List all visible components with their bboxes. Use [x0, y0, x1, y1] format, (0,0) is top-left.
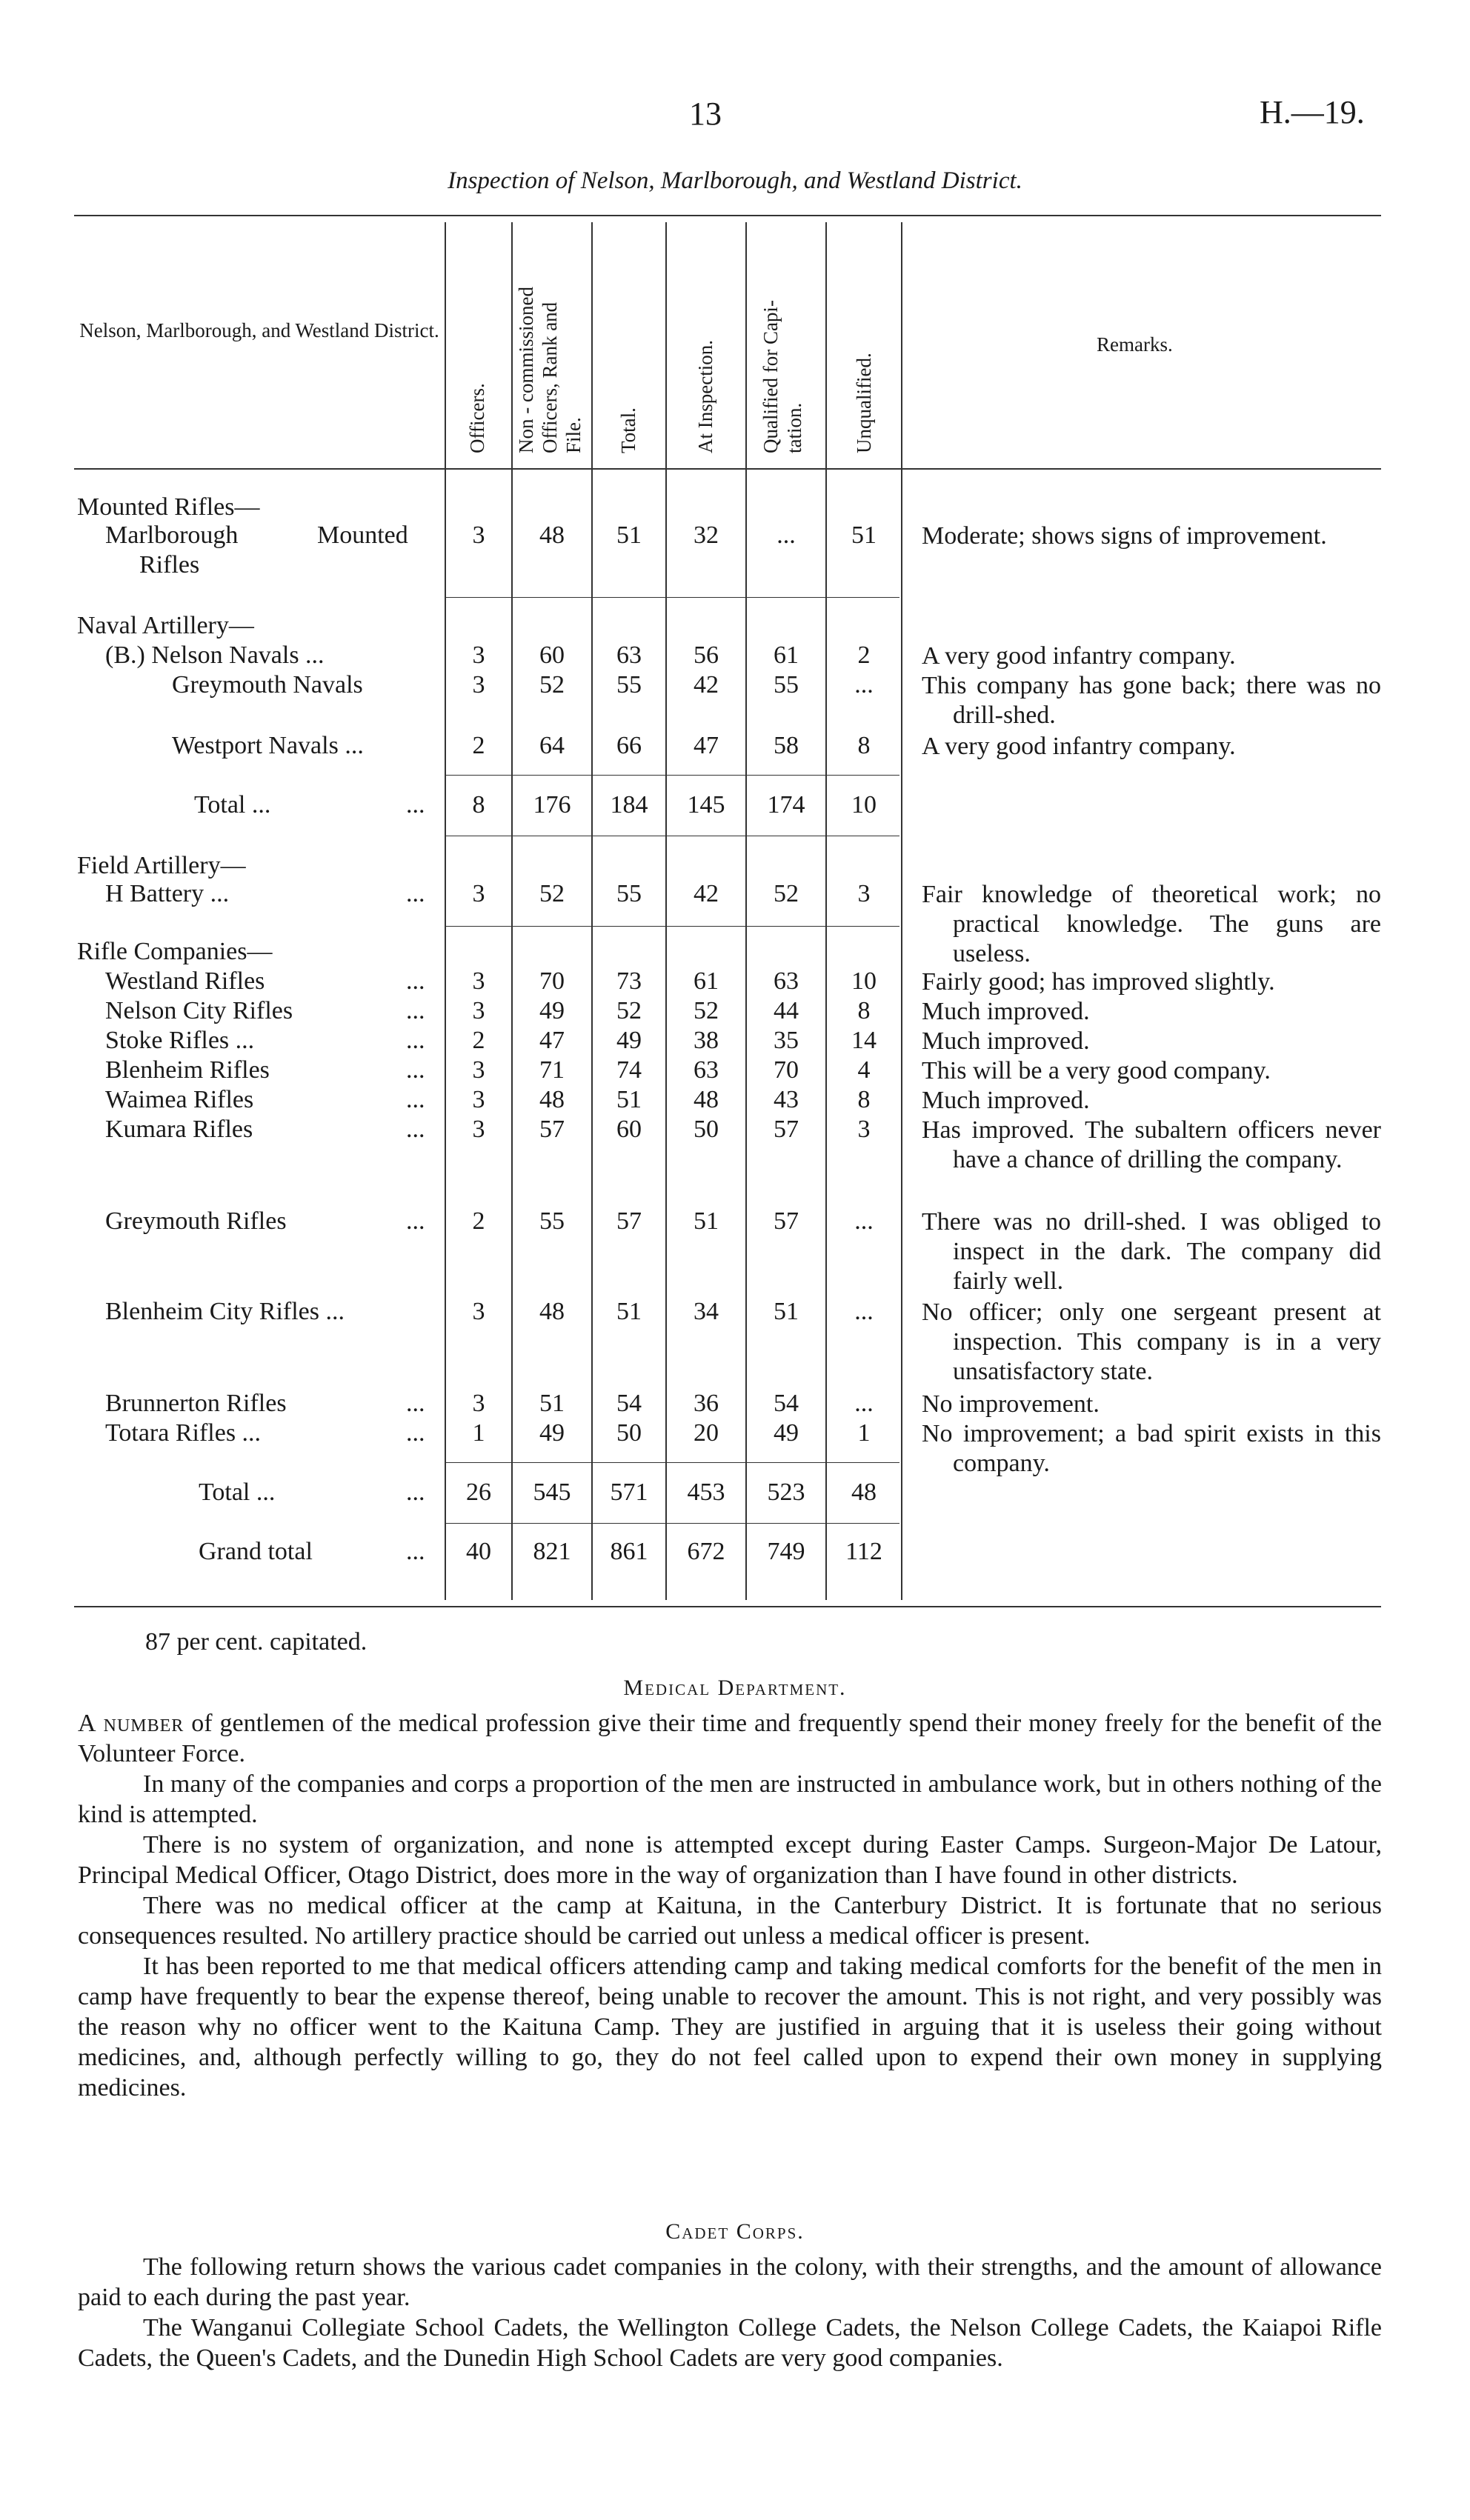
- unqualified-value: ...: [854, 1390, 874, 1417]
- total-value: 52: [616, 997, 642, 1024]
- qualified-value: 523: [767, 1479, 805, 1506]
- row-label: Totara Rifles ...: [105, 1419, 262, 1447]
- unqualified-value: 112: [845, 1538, 882, 1565]
- remark-text: No officer; only one sergeant present at inspection. This company is in a very unsatisfactory state.: [922, 1299, 1381, 1385]
- inspection-value: 50: [694, 1116, 719, 1143]
- leader-dots: ...: [406, 1390, 425, 1417]
- remark: [922, 521, 1381, 551]
- row-label: Greymouth Rifles: [105, 1207, 287, 1235]
- total-value: 63: [616, 641, 642, 669]
- total-column-header: Total.: [617, 407, 639, 453]
- total-value: 74: [616, 1056, 642, 1084]
- remark: [922, 880, 1381, 969]
- inspection-value: 145: [687, 791, 725, 819]
- inspection-value: 42: [694, 671, 719, 699]
- qualified-value: 49: [774, 1419, 799, 1447]
- inspection-value: 20: [694, 1419, 719, 1447]
- unqualified-value: 51: [851, 521, 877, 549]
- column-divider: [901, 222, 902, 1600]
- row-label: Blenheim Rifles: [105, 1056, 270, 1084]
- officers-value: 3: [472, 1116, 485, 1143]
- nco-value: 49: [539, 1419, 565, 1447]
- total-value: 55: [616, 880, 642, 907]
- remark-text: Much improved.: [922, 1087, 1090, 1114]
- section-heading: Mounted Rifles—: [77, 493, 260, 521]
- nco-value: 70: [539, 967, 565, 995]
- paragraph-lead: A number: [78, 1710, 184, 1737]
- cadet-heading: Cadet Corps.: [665, 2219, 805, 2244]
- remark: [922, 1390, 1381, 1419]
- unqualified-value: 8: [857, 1086, 871, 1113]
- remark: [922, 732, 1381, 761]
- inspection-value: 453: [687, 1479, 725, 1506]
- remark-text: Moderate; shows signs of improvement.: [922, 522, 1327, 550]
- qualified-value: 52: [774, 880, 799, 907]
- inspection-value: 51: [694, 1207, 719, 1235]
- remark: [922, 997, 1381, 1027]
- remark: [922, 967, 1381, 997]
- table-bottom-rule: [74, 1606, 1381, 1607]
- row-label: Kumara Rifles: [105, 1116, 253, 1143]
- unqualified-value: 3: [857, 1116, 871, 1143]
- officers-value: 3: [472, 1390, 485, 1417]
- medical-text: [78, 1708, 1382, 2103]
- qualified-column-header: [759, 300, 806, 453]
- qualified-value: 54: [774, 1390, 799, 1417]
- nco-value: 64: [539, 732, 565, 759]
- paragraph: There was no medical officer at the camp at Kaituna, in the Canterbury District. It is fortunate that no serious consequences resulted. No artillery practice should be carried out unless a medical officer is present.: [78, 1892, 1382, 1950]
- row-rule: [446, 926, 899, 927]
- unqualified-value: 4: [857, 1056, 871, 1084]
- officers-column-header: Officers.: [466, 383, 488, 453]
- total-value: 50: [616, 1419, 642, 1447]
- row-label: Greymouth Navals: [172, 671, 363, 699]
- paragraph: There is no system of organization, and none is attempted except during Easter Camps. Surgeon-Major De Latour, Principal Medical Officer, Otago District, does more in the way of organization than I have found in other districts.: [78, 1831, 1382, 1889]
- officers-value: 1: [472, 1419, 485, 1447]
- table-caption: Inspection of Nelson, Marlborough, and Westland District.: [448, 167, 1022, 194]
- row-label: Mounted: [317, 521, 408, 549]
- inspection-value: 63: [694, 1056, 719, 1084]
- qualified-header-line: Qualified for Capi-: [759, 300, 782, 453]
- officers-value: 40: [466, 1538, 491, 1565]
- officers-value: 3: [472, 1056, 485, 1084]
- remark-text: No improvement.: [922, 1390, 1100, 1418]
- inspection-value: 52: [694, 997, 719, 1024]
- officers-value: 3: [472, 880, 485, 907]
- unqualified-value: 3: [857, 880, 871, 907]
- remark-text: Fair knowledge of theoretical work; no practical knowledge. The guns are useless.: [922, 881, 1381, 967]
- leader-dots: ...: [406, 1419, 425, 1447]
- total-value: 49: [616, 1027, 642, 1054]
- nco-value: 55: [539, 1207, 565, 1235]
- officers-value: 2: [472, 1027, 485, 1054]
- remark: [922, 671, 1381, 730]
- remark-text: Much improved.: [922, 998, 1090, 1025]
- inspection-value: 672: [687, 1538, 725, 1565]
- officers-value: 2: [472, 1207, 485, 1235]
- unqualified-value: ...: [854, 1298, 874, 1325]
- leader-dots: ...: [406, 1027, 425, 1054]
- row-label: Westport Navals ...: [172, 732, 364, 759]
- remark-text: Has improved. The subaltern officers never have a chance of drilling the company.: [922, 1116, 1381, 1173]
- inspection-value: 42: [694, 880, 719, 907]
- qualified-value: 44: [774, 997, 799, 1024]
- leader-dots: ...: [406, 1538, 425, 1565]
- inspection-value: 56: [694, 641, 719, 669]
- inspection-value: 32: [694, 521, 719, 549]
- district-column-header: Nelson, Marlborough, and Westland District.: [79, 319, 439, 341]
- remarks-column-header: Remarks.: [1097, 333, 1173, 356]
- remark-text: This company has gone back; there was no drill-shed.: [922, 672, 1381, 729]
- leader-dots: ...: [406, 1479, 425, 1506]
- nco-value: 57: [539, 1116, 565, 1143]
- nco-value: 48: [539, 521, 565, 549]
- nco-value: 49: [539, 997, 565, 1024]
- qualified-header-line: tation.: [783, 402, 805, 453]
- unqualified-value: 1: [857, 1419, 871, 1447]
- leader-dots: ...: [406, 1086, 425, 1113]
- row-rule: [446, 597, 899, 598]
- nco-value: 545: [533, 1479, 571, 1506]
- nco-value: 52: [539, 880, 565, 907]
- nco-value: 48: [539, 1298, 565, 1325]
- unqualified-value: 48: [851, 1479, 877, 1506]
- remark-text: Much improved.: [922, 1027, 1090, 1055]
- officers-value: 3: [472, 1298, 485, 1325]
- nco-value: 176: [533, 791, 571, 819]
- unqualified-value: ...: [854, 671, 874, 699]
- row-label: Grand total: [199, 1538, 313, 1565]
- leader-dots: ...: [406, 880, 425, 907]
- paragraph-rest: of gentlemen of the medical profession give their time and frequently spend their money freely for the benefit of the Volunteer Force.: [78, 1710, 1382, 1767]
- qualified-value: 51: [774, 1298, 799, 1325]
- row-label: Westland Rifles: [105, 967, 265, 995]
- row-label: Total ...: [194, 791, 271, 819]
- remark: [922, 1298, 1381, 1387]
- officers-value: 3: [472, 1086, 485, 1113]
- officers-value: 3: [472, 997, 485, 1024]
- table-header-rule: [74, 468, 1381, 470]
- at-inspection-column-header: At Inspection.: [694, 340, 716, 453]
- row-label: Stoke Rifles ...: [105, 1027, 255, 1054]
- row-rule: [446, 1523, 899, 1524]
- row-label: Waimea Rifles: [105, 1086, 254, 1113]
- qualified-value: 57: [774, 1116, 799, 1143]
- row-label: (B.) Nelson Navals ...: [105, 641, 325, 669]
- total-value: 57: [616, 1207, 642, 1235]
- total-value: 184: [610, 791, 648, 819]
- row-rule: [446, 775, 899, 776]
- officers-value: 3: [472, 967, 485, 995]
- qualified-value: 63: [774, 967, 799, 995]
- paragraph: In many of the companies and corps a proportion of the men are instructed in ambulance work, but in others nothing of the kind is attempted.: [78, 1770, 1382, 1828]
- nco-value: 48: [539, 1086, 565, 1113]
- qualified-value: ...: [776, 521, 796, 549]
- total-value: 66: [616, 732, 642, 759]
- inspection-value: 34: [694, 1298, 719, 1325]
- remark-text: Fairly good; has improved slightly.: [922, 968, 1275, 996]
- officers-value: 26: [466, 1479, 491, 1506]
- leader-dots: ...: [406, 1116, 425, 1143]
- total-value: 54: [616, 1390, 642, 1417]
- total-value: 51: [616, 1298, 642, 1325]
- total-value: 571: [610, 1479, 648, 1506]
- nco-header-line: Officers, Rank and: [539, 301, 561, 453]
- unqualified-value: 10: [851, 791, 877, 819]
- leader-dots: ...: [406, 1207, 425, 1235]
- total-value: 51: [616, 521, 642, 549]
- unqualified-column-header: Unqualified.: [853, 353, 875, 453]
- nco-value: 51: [539, 1390, 565, 1417]
- qualified-value: 57: [774, 1207, 799, 1235]
- unqualified-value: 8: [857, 732, 871, 759]
- capitation-footnote: 87 per cent. capitated.: [145, 1628, 368, 1656]
- qualified-value: 174: [767, 791, 805, 819]
- document-reference: H.—19.: [1260, 94, 1365, 130]
- nco-value: 52: [539, 671, 565, 699]
- inspection-value: 47: [694, 732, 719, 759]
- unqualified-value: 2: [857, 641, 871, 669]
- row-label: Nelson City Rifles: [105, 997, 293, 1024]
- leader-dots: ...: [406, 967, 425, 995]
- remark: [922, 1056, 1381, 1086]
- inspection-value: 38: [694, 1027, 719, 1054]
- section-heading: Naval Artillery—: [77, 612, 254, 639]
- paragraph: The Wanganui Collegiate School Cadets, the Wellington College Cadets, the Nelson College Cadets, the Kaiapoi Rifle Cadets, the Queen's Cadets, and the Dunedin High School Cadets are very good companies.: [78, 2314, 1382, 2372]
- remark: [922, 1116, 1381, 1175]
- qualified-value: 749: [767, 1538, 805, 1565]
- unqualified-value: 10: [851, 967, 877, 995]
- total-value: 60: [616, 1116, 642, 1143]
- page-number: 13: [689, 96, 722, 132]
- officers-value: 8: [472, 791, 485, 819]
- remark: [922, 641, 1381, 671]
- row-label: Total ...: [199, 1479, 276, 1506]
- remark-text: This will be a very good company.: [922, 1057, 1271, 1084]
- remark-text: A very good infantry company.: [922, 642, 1236, 670]
- row-label: Brunnerton Rifles: [105, 1390, 287, 1417]
- cadet-text: [78, 2252, 1382, 2373]
- remark: [922, 1086, 1381, 1116]
- medical-heading: Medical Department.: [623, 1676, 847, 1700]
- qualified-value: 61: [774, 641, 799, 669]
- qualified-value: 43: [774, 1086, 799, 1113]
- nco-value: 821: [533, 1538, 571, 1565]
- remark: [922, 1419, 1381, 1479]
- row-label: H Battery ...: [105, 880, 230, 907]
- remark: [922, 1027, 1381, 1056]
- total-value: 73: [616, 967, 642, 995]
- officers-value: 3: [472, 671, 485, 699]
- leader-dots: ...: [406, 997, 425, 1024]
- qualified-value: 70: [774, 1056, 799, 1084]
- leader-dots: ...: [406, 1056, 425, 1084]
- officers-value: 3: [472, 641, 485, 669]
- row-label: Rifles: [139, 551, 200, 579]
- qualified-value: 58: [774, 732, 799, 759]
- paragraph: [78, 1708, 1382, 1769]
- inspection-value: 61: [694, 967, 719, 995]
- unqualified-value: 8: [857, 997, 871, 1024]
- qualified-value: 55: [774, 671, 799, 699]
- qualified-value: 35: [774, 1027, 799, 1054]
- total-value: 55: [616, 671, 642, 699]
- section-heading: Field Artillery—: [77, 852, 246, 879]
- nco-header-line: Non - commissioned: [515, 287, 537, 453]
- row-rule: [446, 1462, 899, 1463]
- paragraph: It has been reported to me that medical officers attending camp and taking medical comforts for the benefit of the men in camp have frequently to bear the expense thereof, being unable to recover the amount. This is not right, and very possibly was the reason why no officer went to the Kaituna Camp. They are justified in arguing that it is useless their going without medicines, and, although perfectly willing to go, they do not feel called upon to expend their own money in supplying medicines.: [78, 1953, 1382, 2101]
- nco-value: 47: [539, 1027, 565, 1054]
- nco-column-header: [514, 287, 585, 453]
- officers-value: 2: [472, 732, 485, 759]
- nco-value: 60: [539, 641, 565, 669]
- officers-value: 3: [472, 521, 485, 549]
- remark: [922, 1207, 1381, 1296]
- section-heading: Rifle Companies—: [77, 938, 273, 965]
- leader-dots: ...: [406, 791, 425, 819]
- inspection-value: 36: [694, 1390, 719, 1417]
- unqualified-value: ...: [854, 1207, 874, 1235]
- total-value: 51: [616, 1086, 642, 1113]
- total-value: 861: [610, 1538, 648, 1565]
- row-label: Blenheim City Rifles ...: [105, 1298, 345, 1325]
- table-top-rule: [74, 215, 1381, 216]
- remark-text: There was no drill-shed. I was obliged to inspect in the dark. The company did fairly well.: [922, 1208, 1381, 1295]
- remark-text: A very good infantry company.: [922, 733, 1236, 760]
- inspection-value: 48: [694, 1086, 719, 1113]
- nco-value: 71: [539, 1056, 565, 1084]
- nco-header-line: File.: [562, 417, 585, 453]
- row-label: Marlborough: [105, 521, 239, 549]
- unqualified-value: 14: [851, 1027, 877, 1054]
- paragraph: The following return shows the various cadet companies in the colony, with their strengths, and the amount of allowance paid to each during the past year.: [78, 2253, 1382, 2311]
- remark-text: No improvement; a bad spirit exists in this company.: [922, 1420, 1381, 1477]
